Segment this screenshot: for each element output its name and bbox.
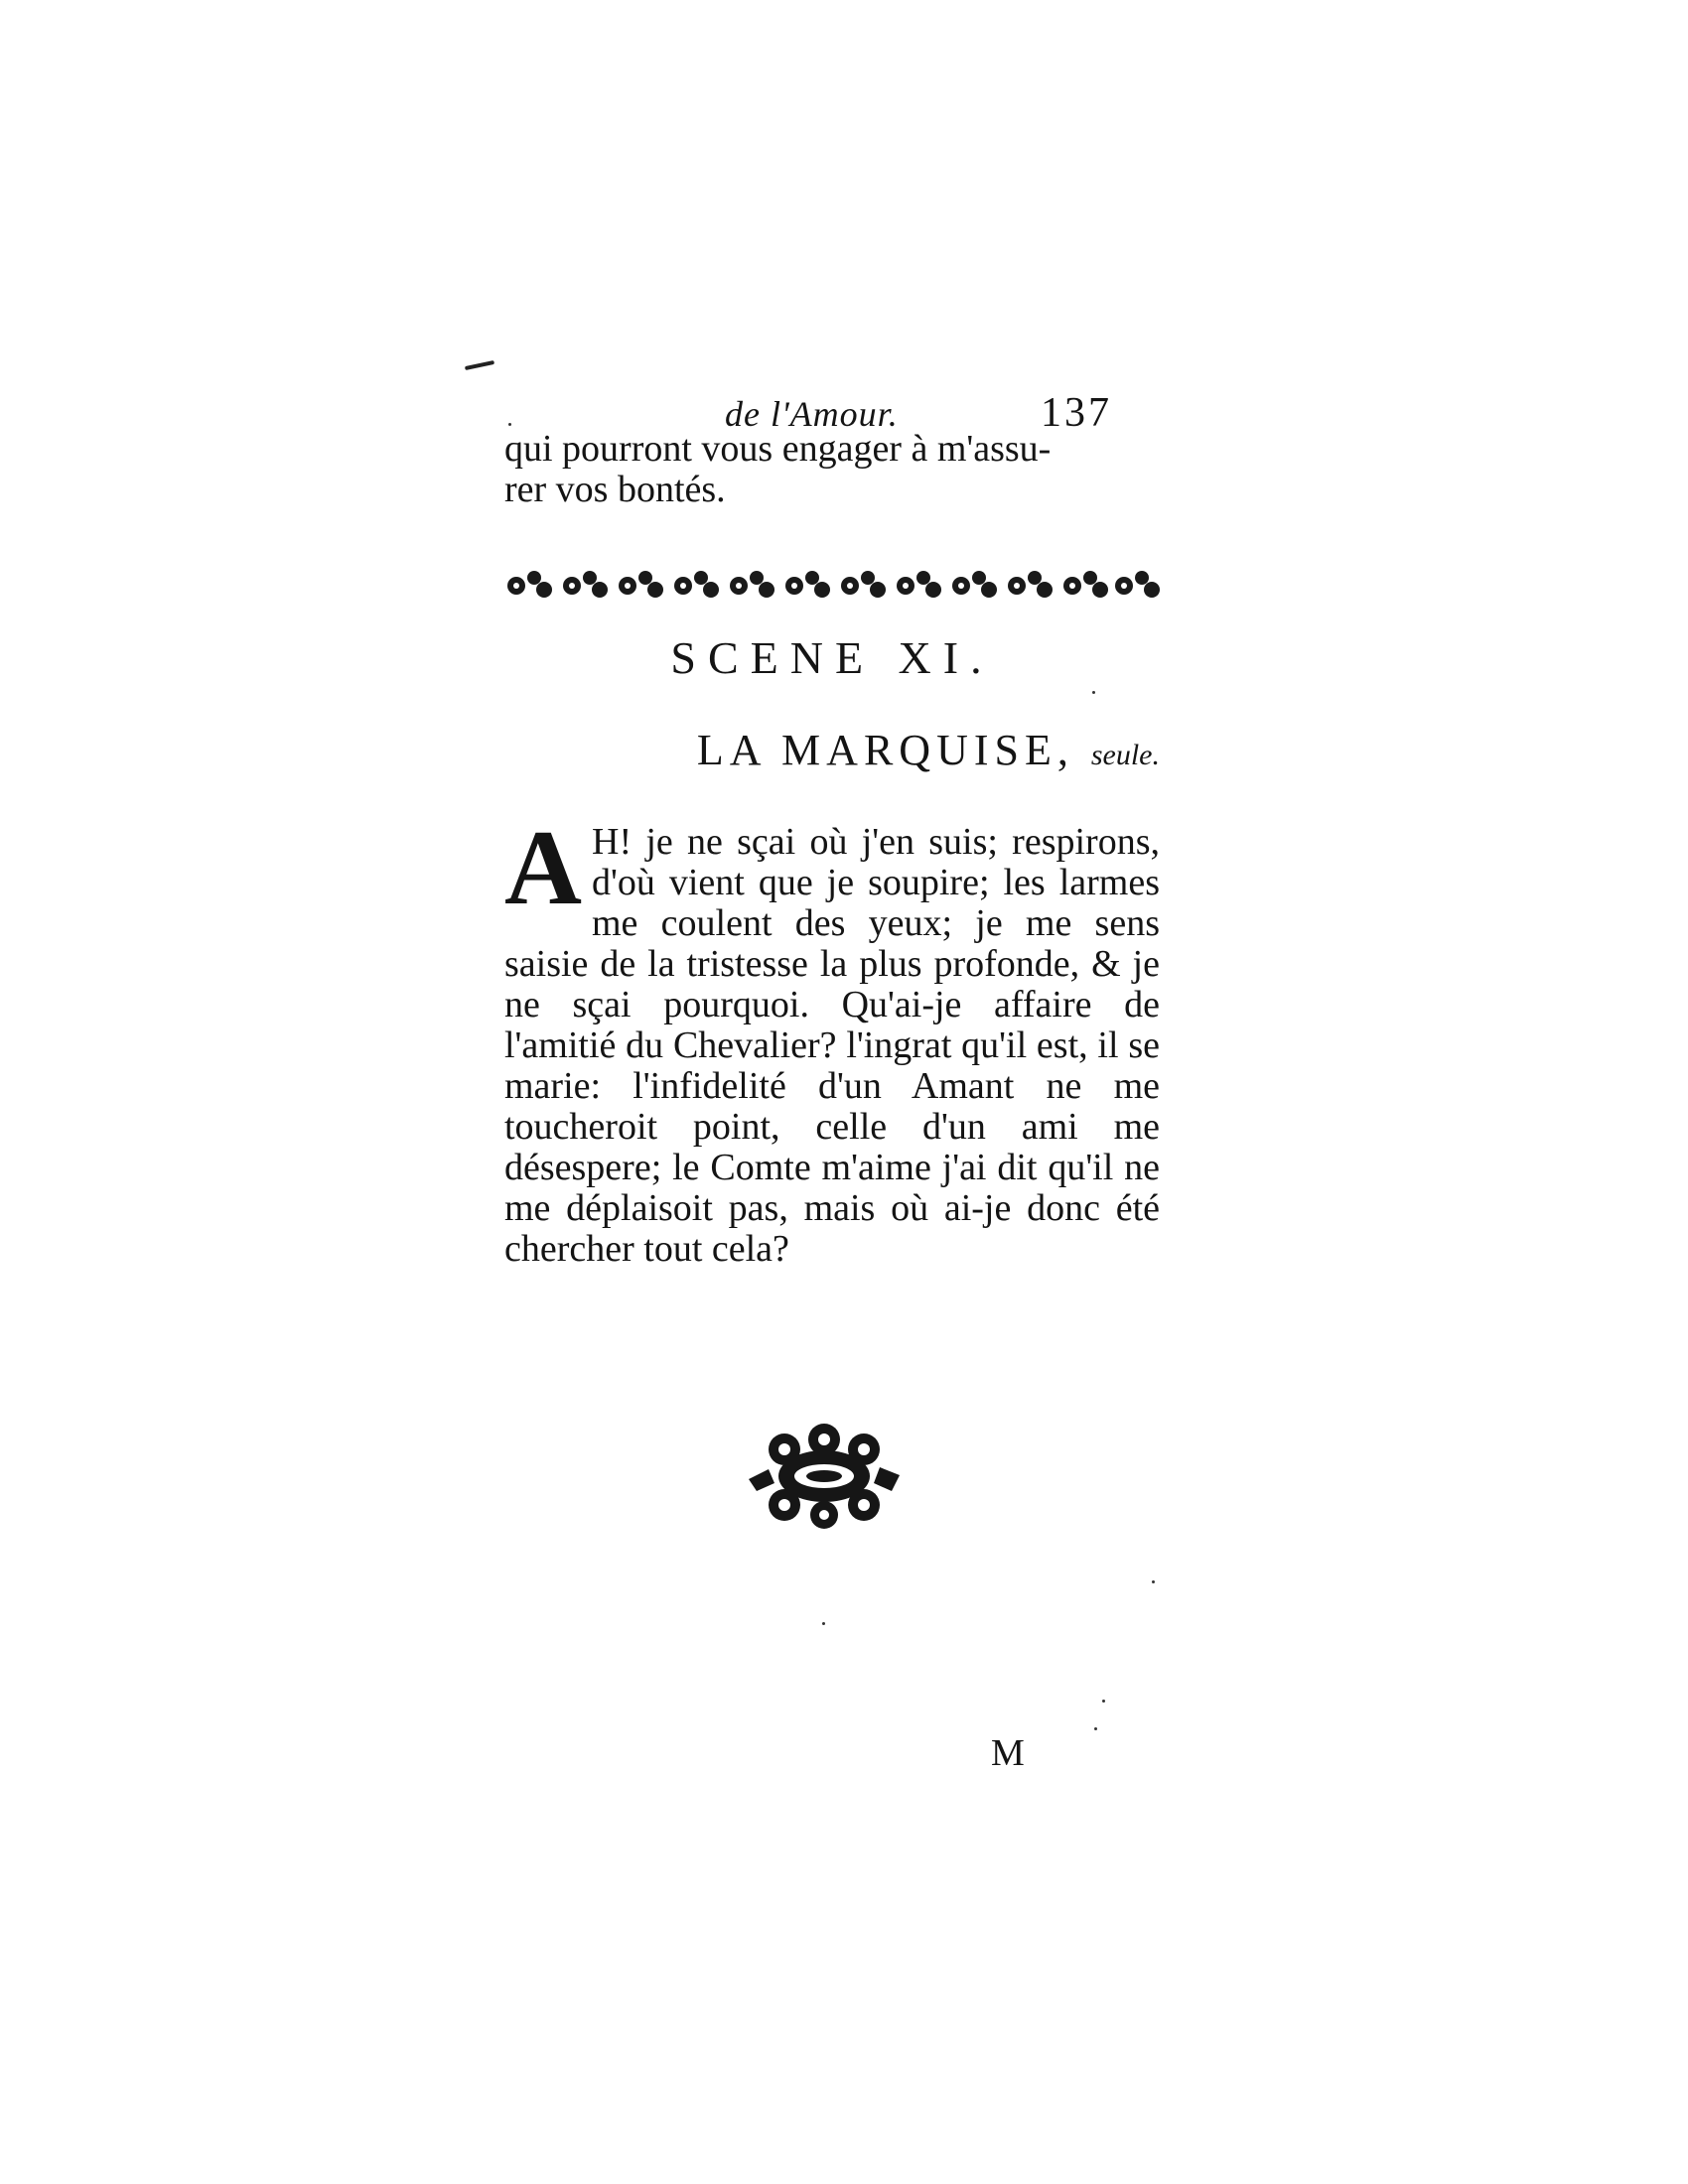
speck (1094, 1727, 1097, 1730)
catchword: M (991, 1732, 1025, 1774)
speck (1152, 1580, 1155, 1583)
speech-paragraph (504, 809, 1160, 1270)
speck (822, 1622, 825, 1625)
drop-cap: A (504, 809, 582, 927)
page-number: 137 (1041, 390, 1112, 436)
stray-ink-mark (465, 360, 494, 370)
speck (508, 423, 511, 426)
text-line: rer vos bontés. (504, 469, 726, 510)
speck (1092, 691, 1095, 694)
fleuron-ornament (745, 1422, 904, 1531)
scene-title: SCENE XI. (670, 632, 994, 683)
character-heading (504, 725, 1160, 775)
text-line: qui pourront vous engager à m'assu- (504, 428, 1052, 470)
speech-text: H! je ne sçai où j'en suis; respirons, d'où vient que je soupire; les larmes me coulent des yeux; je me sens saisie de la tristesse la plus profonde, & je ne sçai pourquoi. Qu'ai-je affaire de l'amitié du Chevalier? l'ingrat qu'il est, il se marie: l'infidelité d'un Amant ne me toucheroit point, celle d'un ami me désespere; le Comte m'aime j'ai dit qu'il ne me déplaisoit pas, mais où ai-je donc été chercher tout cela? (504, 821, 1160, 1270)
role-note: seule. (1090, 739, 1160, 771)
carry-over-text (504, 429, 1160, 510)
ornament-band (504, 564, 1160, 604)
running-head: de l'Amour. (725, 394, 899, 434)
character-name: LA MARQUISE, (696, 726, 1074, 774)
speck (1102, 1700, 1105, 1703)
